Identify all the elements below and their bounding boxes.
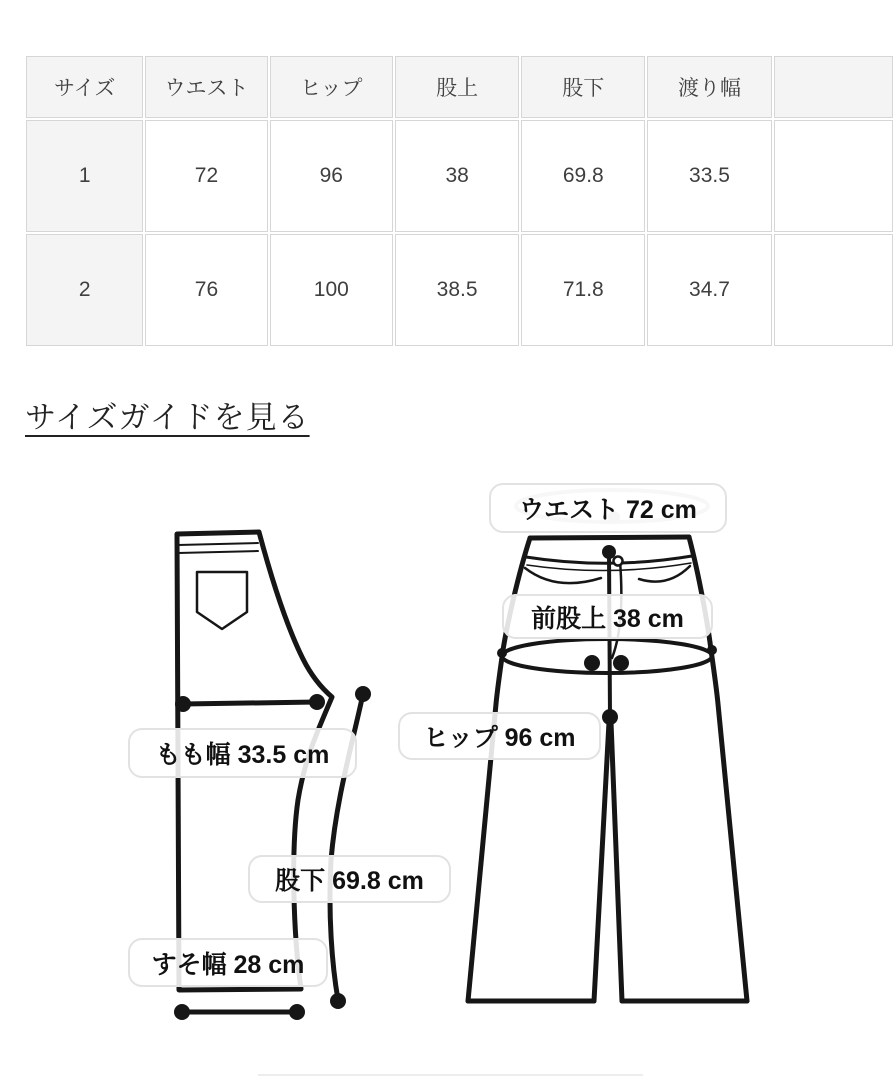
front-rise-measure-label: 前股上 38 cm <box>502 594 713 639</box>
header-waist: ウエスト <box>145 56 267 118</box>
header-hip: ヒップ <box>270 56 393 118</box>
header-inseam: 股下 <box>521 56 645 118</box>
cell-inseam: 71.8 <box>521 234 645 346</box>
cell-thigh-width: 34.7 <box>647 234 771 346</box>
cell-waist: 76 <box>145 234 267 346</box>
cell-waist: 72 <box>145 120 267 232</box>
waist-button <box>602 545 616 559</box>
hem-width-measure-line <box>174 1004 305 1020</box>
waist-measure-label: ウエスト 72 cm <box>489 483 727 533</box>
cell-hip: 100 <box>270 234 393 346</box>
cell-size: 2 <box>26 234 143 346</box>
cell-rise: 38 <box>395 120 519 232</box>
hem-width-measure-label: すそ幅 28 cm <box>128 938 328 987</box>
back-pocket-shape <box>197 572 247 629</box>
cell-size: 1 <box>26 120 143 232</box>
header-thigh-width: 渡り幅 <box>647 56 771 118</box>
header-rise: 股上 <box>395 56 519 118</box>
cell-thigh-width: 33.5 <box>647 120 771 232</box>
hip-measure-label: ヒップ 96 cm <box>398 712 601 760</box>
cell-hip: 96 <box>270 120 393 232</box>
inseam-measure-label: 股下 69.8 cm <box>248 855 451 903</box>
cell-inseam: 69.8 <box>521 120 645 232</box>
thigh-width-measure-line <box>175 694 325 712</box>
cell-rise: 38.5 <box>395 234 519 346</box>
header-size: サイズ <box>26 56 143 118</box>
hip-measure-ellipse <box>497 639 717 673</box>
waist-buttonhole <box>614 557 623 566</box>
thigh-width-measure-label: もも幅 33.5 cm <box>128 728 357 778</box>
size-guide-link[interactable]: サイズガイドを見る <box>25 400 310 435</box>
